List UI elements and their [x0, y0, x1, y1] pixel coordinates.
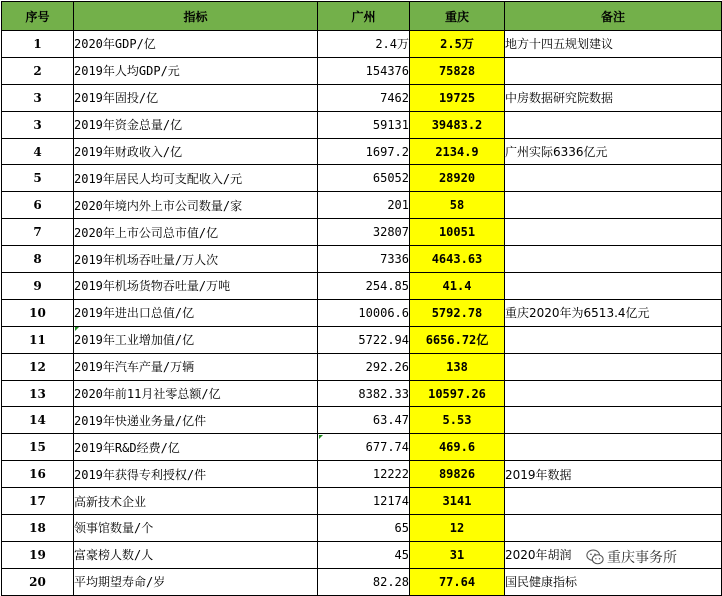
row-guangzhou-value: 32807 [318, 219, 410, 246]
row-index: 11 [2, 326, 74, 353]
table-row [2, 407, 722, 434]
row-index: 5 [2, 165, 74, 192]
row-indicator: 2019年进出口总值/亿 [74, 299, 318, 326]
row-indicator: 2019年获得专利授权/件 [74, 461, 318, 488]
row-chongqing-value: 5.53 [410, 407, 505, 434]
row-note: 2019年数据 [505, 461, 722, 488]
row-note [505, 353, 722, 380]
row-chongqing-value: 77.64 [410, 568, 505, 595]
row-index: 14 [2, 407, 74, 434]
row-indicator: 领事馆数量/个 [74, 515, 318, 542]
row-chongqing-value: 2.5万 [410, 31, 505, 58]
row-guangzhou-value: 2.4万 [318, 31, 410, 58]
row-indicator: 2019年资金总量/亿 [74, 111, 318, 138]
row-guangzhou-value: 8382.33 [318, 380, 410, 407]
row-indicator: 2020年GDP/亿 [74, 31, 318, 58]
table-body [2, 31, 722, 596]
table-row [2, 434, 722, 461]
comment-marker [75, 327, 79, 331]
row-index: 7 [2, 219, 74, 246]
row-indicator: 2019年工业增加值/亿 [74, 326, 318, 353]
row-chongqing-value: 469.6 [410, 434, 505, 461]
table-row [2, 246, 722, 273]
watermark [586, 545, 718, 569]
row-index: 19 [2, 541, 74, 568]
table-row [2, 138, 722, 165]
row-guangzhou-value: 292.26 [318, 353, 410, 380]
row-note: 中房数据研究院数据 [505, 84, 722, 111]
row-chongqing-value: 58 [410, 192, 505, 219]
wechat-icon [586, 548, 604, 566]
row-index: 10 [2, 299, 74, 326]
row-guangzhou-value: 154376 [318, 57, 410, 84]
row-indicator: 平均期望寿命/岁 [74, 568, 318, 595]
row-guangzhou-value: 201 [318, 192, 410, 219]
row-index: 16 [2, 461, 74, 488]
table-row [2, 57, 722, 84]
row-guangzhou-value: 63.47 [318, 407, 410, 434]
row-note [505, 192, 722, 219]
comparison-table [1, 1, 722, 596]
row-index: 9 [2, 273, 74, 300]
table-row [2, 192, 722, 219]
row-note [505, 515, 722, 542]
row-guangzhou-value: 7336 [318, 246, 410, 273]
row-indicator: 2019年机场吞吐量/万人次 [74, 246, 318, 273]
row-note [505, 246, 722, 273]
row-chongqing-value: 19725 [410, 84, 505, 111]
row-indicator: 2019年汽车产量/万辆 [74, 353, 318, 380]
row-index: 3 [2, 111, 74, 138]
row-chongqing-value: 10051 [410, 219, 505, 246]
comment-marker [319, 435, 323, 439]
row-guangzhou-value: 10006.6 [318, 299, 410, 326]
row-indicator: 2019年R&D经费/亿 [74, 434, 318, 461]
table-row [2, 84, 722, 111]
row-chongqing-value: 41.4 [410, 273, 505, 300]
row-guangzhou-value: 7462 [318, 84, 410, 111]
row-note [505, 488, 722, 515]
row-index: 12 [2, 353, 74, 380]
row-indicator: 2020年前11月社零总额/亿 [74, 380, 318, 407]
row-indicator: 2019年人均GDP/元 [74, 57, 318, 84]
row-chongqing-value: 89826 [410, 461, 505, 488]
header-index: 序号 [2, 2, 74, 31]
row-guangzhou-value: 12174 [318, 488, 410, 515]
table-row [2, 299, 722, 326]
row-chongqing-value: 5792.78 [410, 299, 505, 326]
row-chongqing-value: 75828 [410, 57, 505, 84]
row-index: 13 [2, 380, 74, 407]
row-indicator: 2019年机场货物吞吐量/万吨 [74, 273, 318, 300]
row-guangzhou-value: 45 [318, 541, 410, 568]
table-row [2, 568, 722, 595]
row-note: 2020年胡润 [505, 541, 722, 568]
row-guangzhou-value: 1697.2 [318, 138, 410, 165]
row-guangzhou-value: 254.85 [318, 273, 410, 300]
table-row [2, 380, 722, 407]
header-indicator: 指标 [74, 2, 318, 31]
row-chongqing-value: 39483.2 [410, 111, 505, 138]
row-chongqing-value: 4643.63 [410, 246, 505, 273]
row-index: 20 [2, 568, 74, 595]
row-note [505, 165, 722, 192]
row-index: 4 [2, 138, 74, 165]
row-index: 3 [2, 84, 74, 111]
table-row [2, 515, 722, 542]
table-row [2, 219, 722, 246]
header-chongqing: 重庆 [410, 2, 505, 31]
row-note: 重庆2020年为6513.4亿元 [505, 299, 722, 326]
row-guangzhou-value: 5722.94 [318, 326, 410, 353]
row-note [505, 57, 722, 84]
header-guangzhou: 广州 [318, 2, 410, 31]
row-indicator: 高新技术企业 [74, 488, 318, 515]
table-row [2, 273, 722, 300]
row-indicator: 2019年居民人均可支配收入/元 [74, 165, 318, 192]
table-row [2, 111, 722, 138]
row-chongqing-value: 10597.26 [410, 380, 505, 407]
row-index: 18 [2, 515, 74, 542]
header-row [2, 2, 722, 31]
row-index: 8 [2, 246, 74, 273]
row-indicator: 2020年上市公司总市值/亿 [74, 219, 318, 246]
table-row [2, 165, 722, 192]
row-indicator: 2019年固投/亿 [74, 84, 318, 111]
row-note [505, 326, 722, 353]
row-indicator: 2020年境内外上市公司数量/家 [74, 192, 318, 219]
row-chongqing-value: 12 [410, 515, 505, 542]
watermark-text: 重庆事务所 [607, 550, 677, 566]
row-guangzhou-value: 677.74 [318, 434, 410, 461]
header-note: 备注 [505, 2, 722, 31]
row-indicator: 2019年快递业务量/亿件 [74, 407, 318, 434]
row-index: 1 [2, 31, 74, 58]
row-chongqing-value: 28920 [410, 165, 505, 192]
row-note: 广州实际6336亿元 [505, 138, 722, 165]
row-note: 地方十四五规划建议 [505, 31, 722, 58]
row-chongqing-value: 2134.9 [410, 138, 505, 165]
row-guangzhou-value: 82.28 [318, 568, 410, 595]
row-index: 6 [2, 192, 74, 219]
row-note [505, 111, 722, 138]
row-index: 17 [2, 488, 74, 515]
table-row [2, 488, 722, 515]
row-note [505, 273, 722, 300]
row-index: 15 [2, 434, 74, 461]
row-guangzhou-value: 12222 [318, 461, 410, 488]
table-row [2, 353, 722, 380]
row-note [505, 380, 722, 407]
row-note [505, 434, 722, 461]
row-guangzhou-value: 65 [318, 515, 410, 542]
row-indicator: 富豪榜人数/人 [74, 541, 318, 568]
row-chongqing-value: 138 [410, 353, 505, 380]
row-note: 国民健康指标 [505, 568, 722, 595]
row-chongqing-value: 6656.72亿 [410, 326, 505, 353]
row-guangzhou-value: 59131 [318, 111, 410, 138]
row-note [505, 219, 722, 246]
table-row [2, 326, 722, 353]
row-index: 2 [2, 57, 74, 84]
row-note [505, 407, 722, 434]
row-guangzhou-value: 65052 [318, 165, 410, 192]
table-row [2, 461, 722, 488]
row-chongqing-value: 31 [410, 541, 505, 568]
row-chongqing-value: 3141 [410, 488, 505, 515]
table-row [2, 31, 722, 58]
row-indicator: 2019年财政收入/亿 [74, 138, 318, 165]
